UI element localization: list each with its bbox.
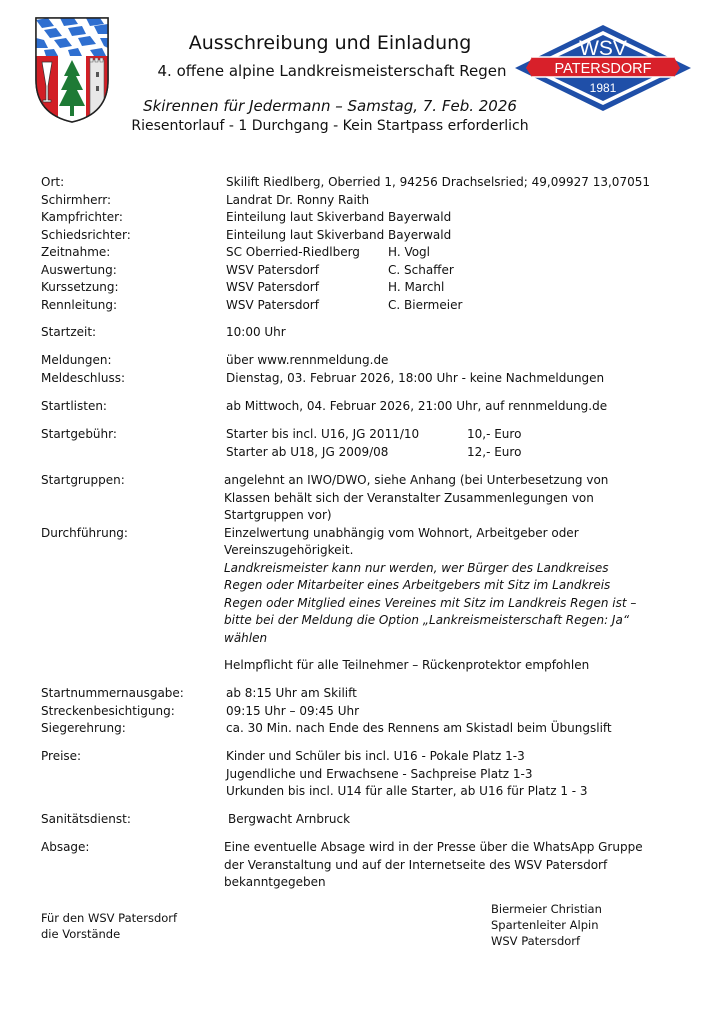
- official-value: WSV Patersdorf: [226, 262, 319, 277]
- eligibility-note-line: Regen oder Mitglied eines Vereines mit Sitz im Landkreis Regen ist –: [224, 595, 637, 610]
- official-value: Landrat Dr. Ronny Raith: [226, 192, 370, 207]
- signature-right: [491, 901, 602, 949]
- fee-group: Starter bis incl. U16, JG 2011/10: [226, 427, 420, 441]
- sanitaet-label: Sanitätsdienst:: [41, 812, 131, 826]
- official-value: Einteilung laut Skiverband Bayerwald: [226, 210, 452, 224]
- meldungen-value: über www.rennmeldung.de: [226, 353, 389, 367]
- signature-line: Für den WSV Patersdorf: [41, 911, 178, 925]
- absage-label: Absage:: [41, 840, 90, 854]
- absage-line: bekanntgegeben: [224, 875, 326, 889]
- document-subtitle: 4. offene alpine Landkreismeisterschaft Regen: [157, 62, 507, 80]
- sanitaet-value: Bergwacht Arnbruck: [228, 812, 351, 826]
- logo-wsv-text: WSV: [579, 37, 627, 60]
- official-person: H. Vogl: [388, 245, 431, 259]
- schedule-value: 09:15 Uhr – 09:45 Uhr: [226, 703, 360, 718]
- startgruppen-line: Startgruppen vor): [224, 508, 332, 522]
- official-value: WSV Patersdorf: [226, 280, 319, 294]
- durchfuehrung-label: Durchführung:: [41, 525, 128, 540]
- eligibility-note-line: Regen oder Mitarbeiter eines Arbeitgebers mit Sitz im Landkreis: [224, 578, 611, 592]
- event-line: Skirennen für Jedermann – Samstag, 7. Feb. 2026: [143, 97, 517, 115]
- official-label: Kurssetzung:: [41, 280, 119, 294]
- eligibility-note-line: Landkreismeister kann nur werden, wer Bürger des Landkreises: [224, 560, 609, 575]
- prize-line: Jugendliche und Erwachsene - Sachpreise Platz 1-3: [226, 766, 533, 781]
- logo-patersdorf-text: PATERSDORF: [554, 61, 652, 77]
- startgruppen-line: angelehnt an IWO/DWO, siehe Anhang (bei Unterbesetzung von: [224, 473, 609, 487]
- absage-line: der Veranstaltung und auf der Internetseite des WSV Patersdorf: [224, 857, 608, 872]
- official-value: Skilift Riedlberg, Oberried 1, 94256 Drachselsried; 49,09927 13,07051: [226, 175, 650, 189]
- fee-price: 10,- Euro: [467, 427, 522, 441]
- startlisten-label: Startlisten:: [41, 399, 107, 413]
- signature-left: [41, 910, 177, 942]
- signature-line: die Vorstände: [41, 927, 121, 941]
- official-person: C. Schaffer: [388, 262, 454, 277]
- signature-line: WSV Patersdorf: [491, 934, 581, 948]
- preise-label: Preise:: [41, 749, 82, 763]
- startgruppen-line: Klassen behält sich der Veranstalter Zusammenlegungen von: [224, 490, 594, 505]
- fee-price: 12,- Euro: [467, 444, 522, 459]
- official-person: H. Marchl: [388, 280, 445, 294]
- startzeit-value: 10:00 Uhr: [226, 325, 286, 339]
- official-value: WSV Patersdorf: [226, 297, 319, 312]
- official-label: Schirmherr:: [41, 192, 112, 207]
- official-label: Ort:: [41, 175, 65, 189]
- official-label: Auswertung:: [41, 262, 117, 277]
- durchfuehrung-line: Vereinszugehörigkeit.: [224, 543, 354, 557]
- schedule-value: ab 8:15 Uhr am Skilift: [226, 686, 357, 700]
- eligibility-note-line: bitte bei der Meldung die Option „Lankreismeisterschaft Regen: Ja“: [224, 613, 630, 627]
- fee-group: Starter ab U18, JG 2009/08: [226, 444, 389, 459]
- helmet-note: Helmpflicht für alle Teilnehmer – Rückenprotektor empfohlen: [224, 658, 590, 672]
- signature-line: Biermeier Christian: [491, 902, 602, 916]
- official-label: Kampfrichter:: [41, 210, 123, 224]
- absage-line: Eine eventuelle Absage wird in der Presse über die WhatsApp Gruppe: [224, 840, 643, 854]
- document-title: Ausschreibung und Einladung: [188, 32, 472, 54]
- schedule-label: Startnummernausgabe:: [41, 686, 184, 700]
- race-line: Riesentorlauf - 1 Durchgang - Kein Startpass erforderlich: [131, 118, 529, 134]
- signature-line: Spartenleiter Alpin: [491, 918, 599, 932]
- official-value: SC Oberried-Riedlberg: [226, 245, 360, 259]
- official-value: Einteilung laut Skiverband Bayerwald: [226, 227, 452, 242]
- prize-line: Kinder und Schüler bis incl. U16 - Pokale Platz 1-3: [226, 749, 525, 763]
- meldeschluss-label: Meldeschluss:: [41, 371, 126, 385]
- startgruppen-label: Startgruppen:: [41, 473, 125, 487]
- schedule-value: ca. 30 Min. nach Ende des Rennens am Skistadl beim Übungslift: [226, 721, 612, 735]
- official-label: Rennleitung:: [41, 297, 118, 312]
- schedule-label: Streckenbesichtigung:: [41, 703, 175, 718]
- official-label: Schiedsrichter:: [41, 227, 131, 242]
- durchfuehrung-line: Einzelwertung unabhängig vom Wohnort, Arbeitgeber oder: [224, 525, 579, 540]
- startgebuehr-label: Startgebühr:: [41, 427, 117, 441]
- startlisten-value: ab Mittwoch, 04. Februar 2026, 21:00 Uhr, auf rennmeldung.de: [226, 399, 608, 413]
- prize-line: Urkunden bis incl. U14 für alle Starter, ab U16 für Platz 1 - 3: [226, 784, 588, 798]
- meldungen-label: Meldungen:: [41, 353, 112, 367]
- eligibility-note-line: wählen: [224, 630, 268, 645]
- startzeit-label: Startzeit:: [41, 325, 97, 339]
- official-person: C. Biermeier: [388, 297, 463, 312]
- official-label: Zeitnahme:: [41, 245, 111, 259]
- schedule-label: Siegerehrung:: [41, 721, 126, 735]
- meldeschluss-value: Dienstag, 03. Februar 2026, 18:00 Uhr - keine Nachmeldungen: [226, 371, 605, 385]
- logo-year-text: 1981: [589, 81, 617, 95]
- coat-of-arms-icon: [34, 16, 110, 124]
